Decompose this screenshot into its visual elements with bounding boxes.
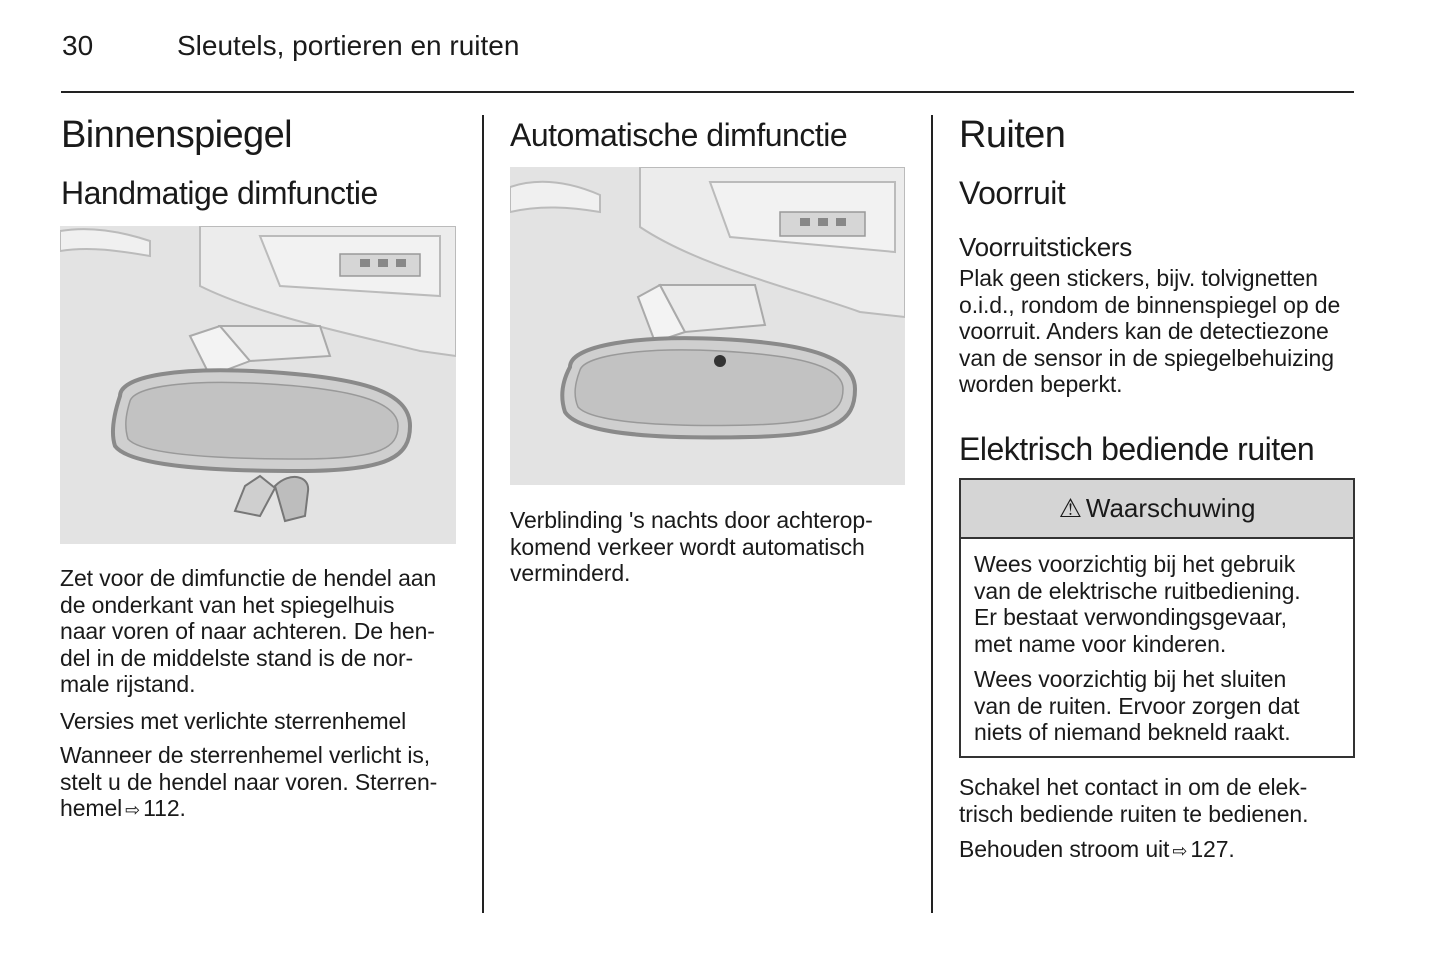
- text-line: Schakel het contact in om de elek-: [959, 774, 1308, 800]
- text-line: komend verkeer wordt automatisch: [510, 533, 865, 560]
- text-line: o.i.d., rondom de binnenspiegel op de: [959, 291, 1341, 318]
- warning-body: [961, 539, 1353, 756]
- text-line: del in de middelste stand is de nor-: [60, 644, 414, 671]
- section-title-elektrisch: Elektrisch bediende ruiten: [959, 431, 1315, 467]
- page-reference-link[interactable]: 112.: [143, 795, 186, 821]
- text-line: van de sensor in de spiegelbehuizing: [959, 344, 1334, 371]
- column-divider-2: [931, 115, 933, 913]
- section-title-automatische: Automatische dimfunctie: [510, 117, 848, 153]
- text-line: [60, 795, 456, 824]
- mirror-automatic-figure: [510, 167, 905, 485]
- text-line: niets of niemand bekneld raakt.: [974, 719, 1291, 745]
- text-line: naar voren of naar achteren. De hen-: [60, 618, 435, 644]
- electric-windows-text: [959, 774, 1355, 827]
- text-line: stelt u de hendel naar voren. Sterren-: [60, 768, 438, 795]
- column-divider-1: [482, 115, 484, 913]
- text-line: met name voor kinderen.: [974, 630, 1227, 657]
- warning-header: [961, 480, 1353, 539]
- text-line: Wanneer de sterrenhemel verlicht is,: [60, 742, 431, 768]
- mirror-manual-illustration: [60, 226, 456, 544]
- warning-box: [959, 478, 1355, 758]
- mirror-manual-figure: [60, 226, 456, 544]
- page-reference-arrow-icon[interactable]: ⇨: [125, 800, 141, 820]
- section-title-binnenspiegel: Binnenspiegel: [61, 114, 292, 156]
- text-line: van de ruiten. Ervoor zorgen dat: [974, 692, 1300, 719]
- text-line: trisch bediende ruiten te bedienen.: [959, 800, 1309, 827]
- warning-triangle-icon: ⚠: [1058, 493, 1082, 523]
- text-line: verminderd.: [510, 560, 631, 586]
- page-reference-link[interactable]: 127.: [1190, 836, 1235, 862]
- section-title-ruiten: Ruiten: [959, 114, 1066, 156]
- subheading-voorruitstickers: Voorruitstickers: [959, 232, 1132, 262]
- header-divider: [61, 91, 1354, 93]
- page-number: 30: [62, 30, 94, 61]
- retained-power-text: [959, 836, 1355, 865]
- text-line: Plak geen stickers, bijv. tolvignetten: [959, 265, 1318, 291]
- text-line: Zet voor de dimfunctie de hendel aan: [60, 565, 437, 591]
- subsection-title-handmatige: Handmatige dimfunctie: [61, 175, 378, 211]
- windshield-stickers-text: [959, 265, 1355, 398]
- subsection-title-voorruit: Voorruit: [959, 175, 1066, 211]
- text-line: Wees voorzichtig bij het gebruik: [974, 551, 1296, 577]
- warning-label: Waarschuwing: [1085, 493, 1256, 523]
- chapter-title: Sleutels, portieren en ruiten: [177, 30, 520, 61]
- text-line: [959, 836, 1355, 865]
- page-reference-arrow-icon[interactable]: ⇨: [1172, 841, 1188, 861]
- text-fragment: Behouden stroom uit: [959, 836, 1170, 862]
- text-line: Wees voorzichtig bij het sluiten: [974, 666, 1287, 692]
- text-line: Verblinding 's nachts door achterop-: [510, 507, 873, 533]
- text-line: voorruit. Anders kan de detectiezone: [959, 318, 1329, 344]
- subheading-starry-sky: Versies met verlichte sterrenhemel: [60, 708, 407, 734]
- mirror-automatic-illustration: [510, 167, 905, 485]
- text-line: worden beperkt.: [959, 371, 1123, 397]
- automatic-dimming-text: [510, 507, 906, 587]
- text-line: male rijstand.: [60, 671, 196, 697]
- starry-sky-text: [60, 742, 456, 824]
- text-fragment: hemel: [60, 795, 123, 821]
- text-line: Er bestaat verwondingsgevaar,: [974, 604, 1287, 630]
- manual-dimming-text: [60, 565, 456, 698]
- text-line: de onderkant van het spiegelhuis: [60, 591, 395, 618]
- text-line: van de elektrische ruitbediening.: [974, 577, 1301, 604]
